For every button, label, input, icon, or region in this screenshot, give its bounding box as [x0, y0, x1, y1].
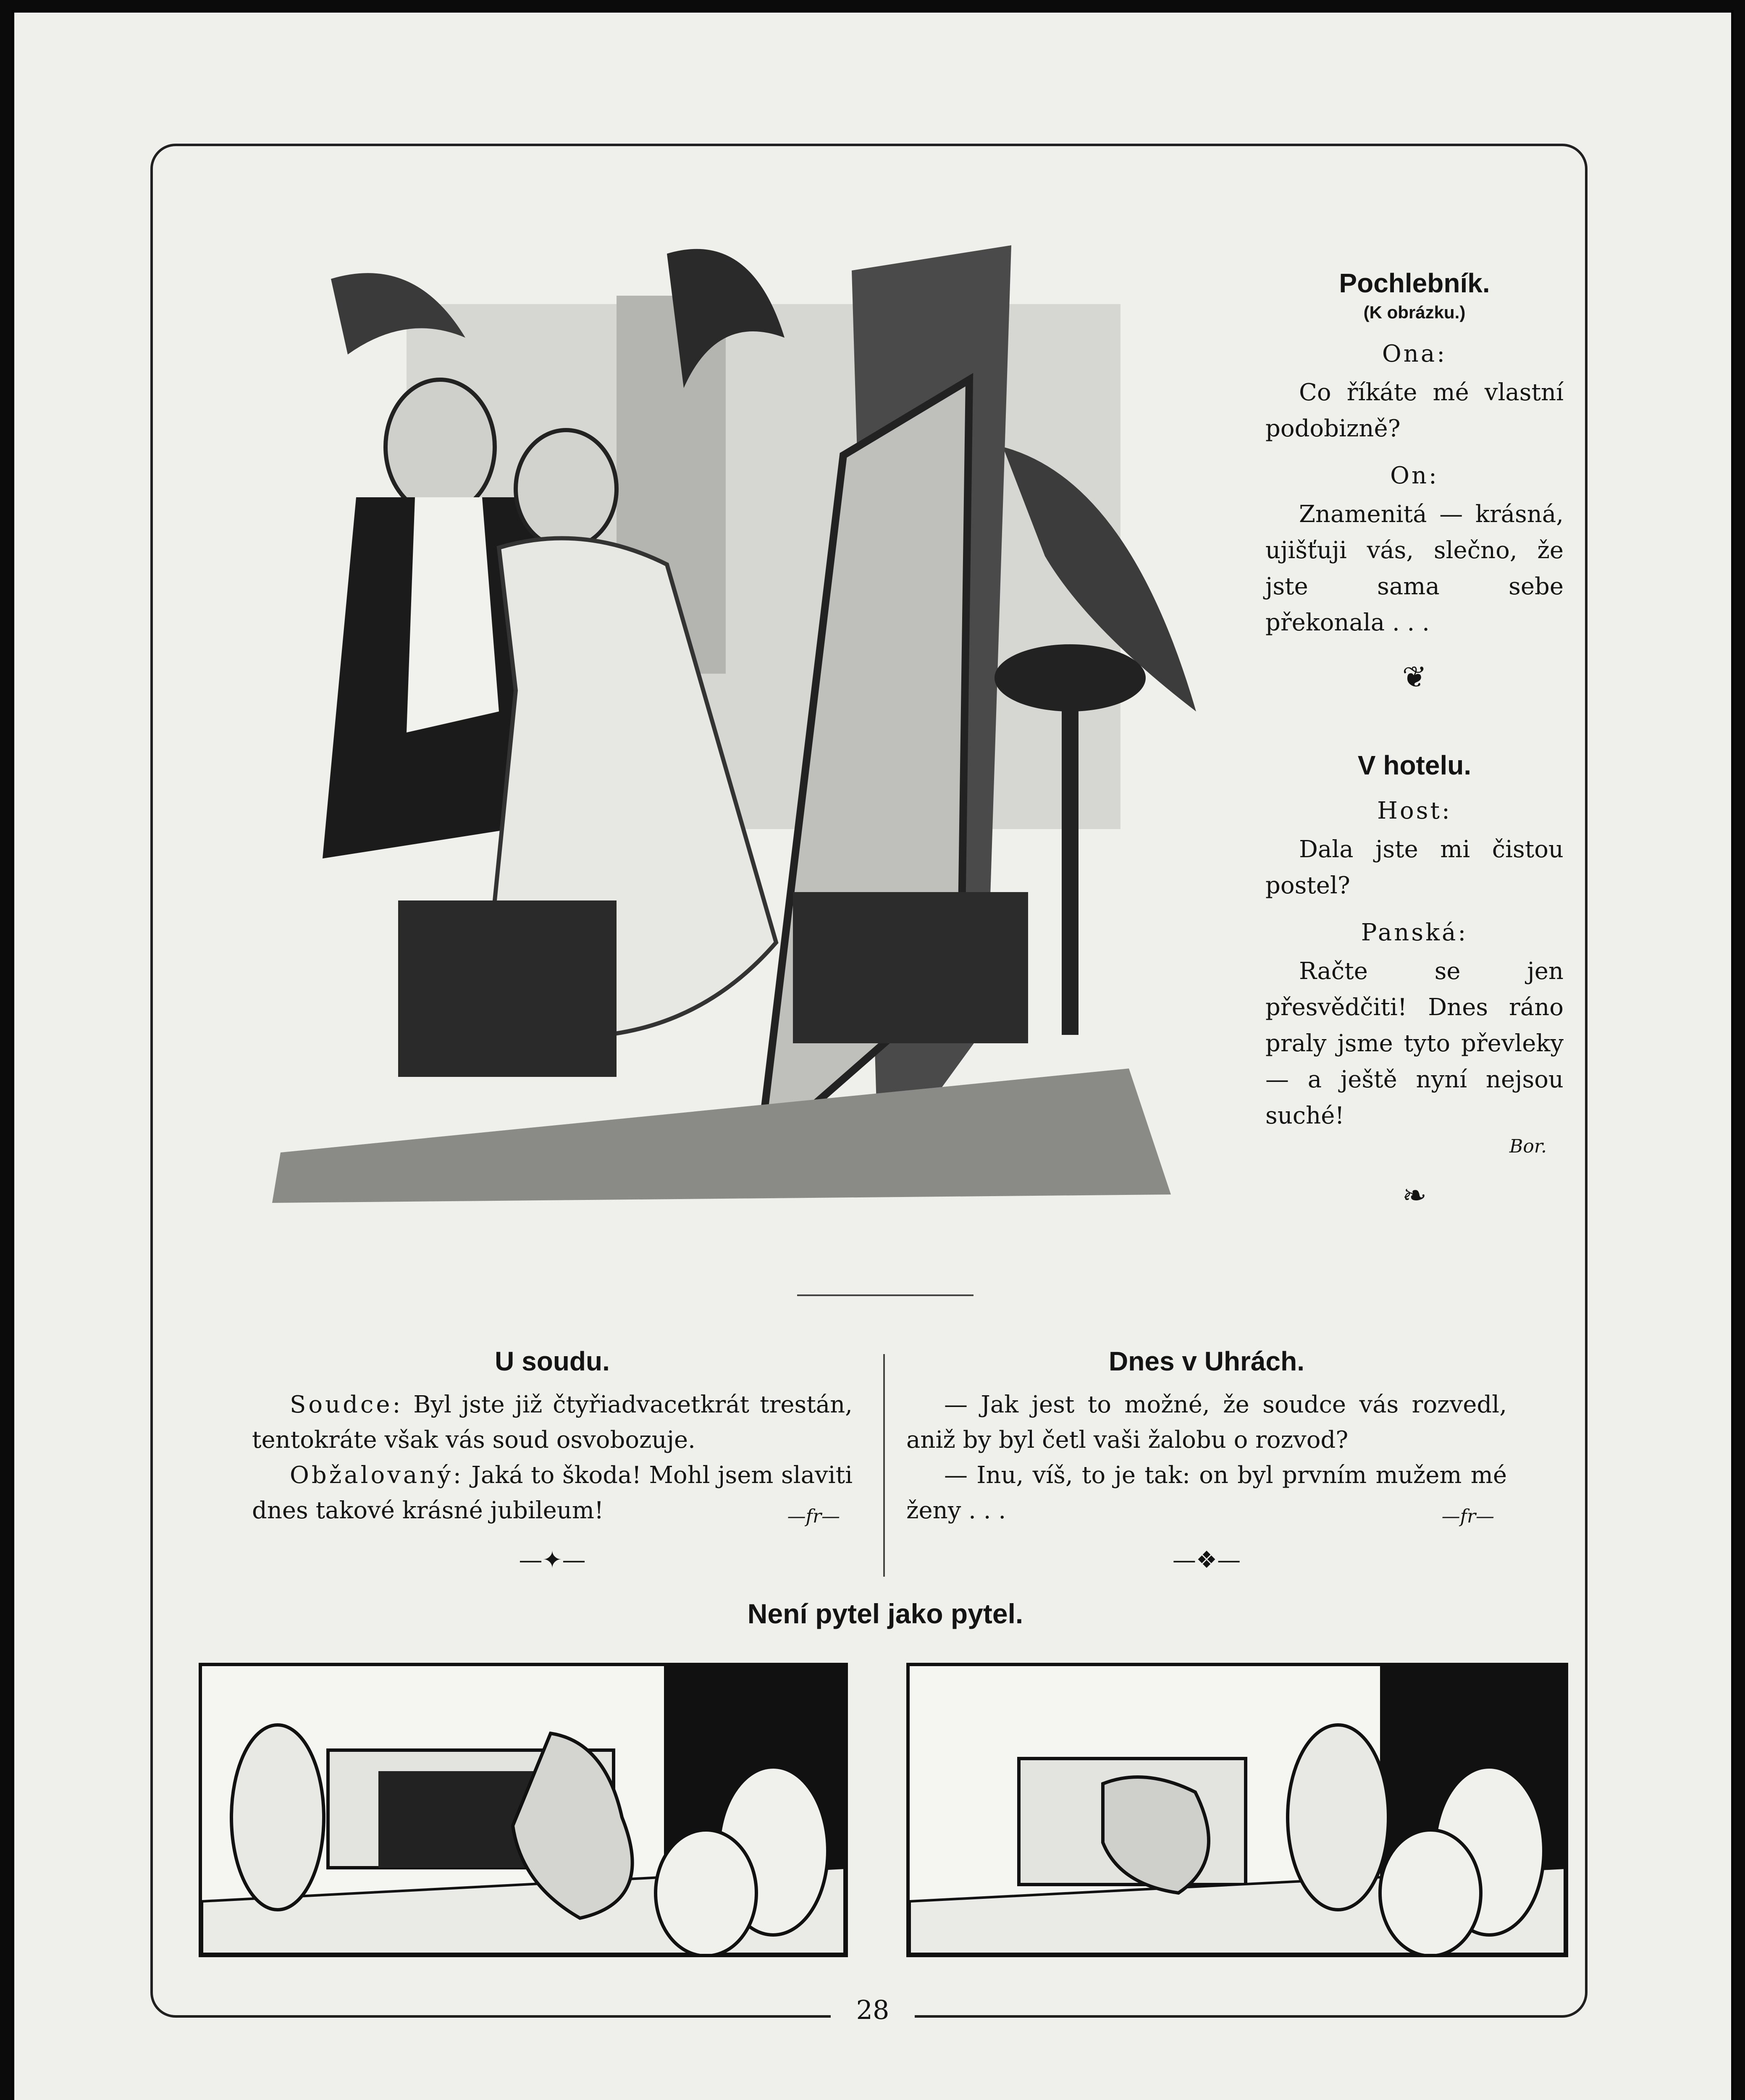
- speaker-host: Host:: [1377, 797, 1452, 824]
- dnes-v-uhrach-text-1: — Jak jest to možné, že soudce vás rozvedl, aniž by byl četl vaši žalobu o rozvod?: [906, 1391, 1507, 1454]
- ornament-icon: —✦—: [519, 1546, 586, 1574]
- speaker-ona: Ona:: [1382, 340, 1447, 368]
- speaker-obzalovany: Obžalovaný:: [290, 1462, 464, 1489]
- section-divider: [797, 1294, 974, 1296]
- speaker-on: On:: [1390, 462, 1439, 489]
- comic-title: Není pytel jako pytel.: [747, 1598, 1023, 1629]
- ornament-icon: ❦: [1402, 660, 1427, 694]
- engraving-art: [247, 228, 1225, 1211]
- pochlebnik-line-1: Co říkáte mé vlastní podobizně?: [1265, 379, 1564, 442]
- man-crouching-sacks-comic-panel: [906, 1663, 1568, 1957]
- right-column: [1265, 266, 1564, 1231]
- dnes-v-uhrach-section: [906, 1344, 1507, 1578]
- comic-panel-1-art: [202, 1666, 845, 1954]
- v-hotelu-line-2: Račte se jen přesvědčiti! Dnes ráno praly jsme tyto převleky — a ještě nyní nejsou suché!: [1265, 958, 1564, 1129]
- v-hotelu-line-1: Dala jste mi čistou postel?: [1265, 836, 1564, 899]
- u-soudu-paragraph-1: [252, 1387, 853, 1458]
- speaker-panska: Panská:: [1361, 919, 1468, 946]
- pochlebnik-line-2: Znamenitá — krásná, ujišťuji vás, slečno, že jste sama sebe překonala . . .: [1265, 501, 1564, 636]
- page-number: 28: [831, 1995, 915, 2025]
- u-soudu-text-1: Byl jste již čtyřiadvacetkrát trestán, tentokráte však vás soud osvobozuje.: [252, 1391, 853, 1454]
- column-divider: [883, 1354, 885, 1577]
- signature-fr: —fr—: [787, 1506, 840, 1527]
- comic-panel-2-art: [910, 1666, 1565, 1954]
- man-carrying-sack-comic-panel: [199, 1663, 848, 1957]
- signature-bor: Bor.: [1509, 1136, 1547, 1157]
- u-soudu-section: [252, 1344, 853, 1578]
- page-sheet: [12, 10, 1734, 2100]
- ornament-icon: ❧: [1402, 1178, 1427, 1213]
- signature-fr: —fr—: [1441, 1506, 1494, 1527]
- speaker-soudce: Soudce:: [290, 1391, 403, 1418]
- painting-studio-couple-illustration: [247, 228, 1225, 1211]
- pochlebnik-title: Pochlebník.: [1339, 268, 1490, 298]
- u-soudu-text-2: Jaká to škoda! Mohl jsem slaviti dnes takové krásné jubileum!: [252, 1462, 853, 1524]
- u-soudu-title: U soudu.: [495, 1346, 610, 1376]
- pochlebnik-subtitle: (K obrázku.): [1363, 302, 1466, 322]
- dnes-v-uhrach-title: Dnes v Uhrách.: [1109, 1346, 1304, 1376]
- dnes-v-uhrach-text-2: — Inu, víš, to je tak: on byl prvním mužem mé ženy . . .: [906, 1462, 1507, 1524]
- v-hotelu-title: V hotelu.: [1357, 750, 1472, 780]
- ornament-icon: —❖—: [1172, 1546, 1241, 1574]
